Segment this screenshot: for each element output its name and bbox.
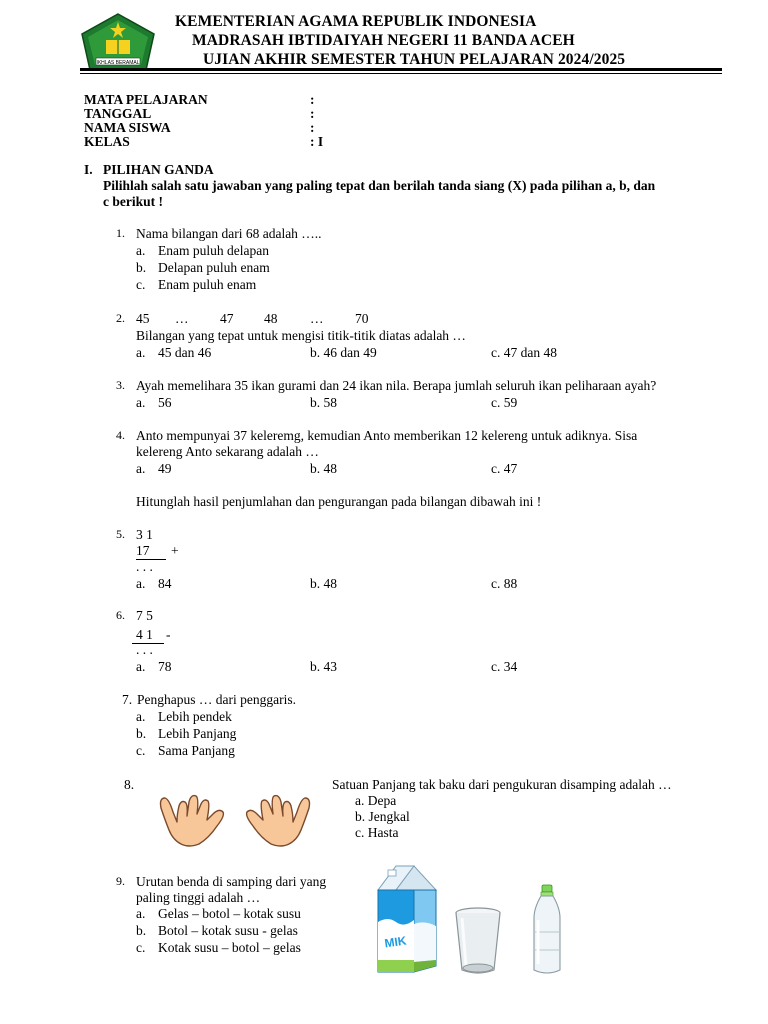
q7-option-c: Sama Panjang <box>158 743 235 758</box>
q7-letter-a: a. <box>136 709 146 724</box>
header-line-3: UJIAN AKHIR SEMESTER TAHUN PELAJARAN 2024/2025 <box>203 51 626 68</box>
q1-option-a: Enam puluh delapan <box>158 243 269 258</box>
q6-letter-a: a. <box>136 659 146 674</box>
identity-label-subject: MATA PELAJARAN <box>84 92 208 107</box>
q5-operator: + <box>171 543 179 558</box>
q2-seq-5: … <box>310 311 324 326</box>
q2-seq-1: 45 <box>136 311 150 326</box>
identity-label-date: TANGGAL <box>84 106 152 121</box>
q6-option-a: 78 <box>158 659 172 674</box>
section-number: I. <box>84 162 93 177</box>
q3-option-b: b. 58 <box>310 395 337 410</box>
glass-image <box>452 906 504 976</box>
q6-number: 6. <box>116 608 125 622</box>
q4-text-2: kelereng Anto sekarang adalah … <box>136 444 319 459</box>
q8-option-a: a. Depa <box>355 793 397 808</box>
ministry-logo <box>78 12 158 76</box>
q5-option-b: b. 48 <box>310 576 337 591</box>
q4-option-a: 49 <box>158 461 172 476</box>
q8-option-b: b. Jengkal <box>355 809 410 824</box>
q4-option-c: c. 47 <box>491 461 518 476</box>
section-instruction-1: Pilihlah salah satu jawaban yang paling tepat dan berilah tanda siang (X) pada pilihan a, b, dan <box>103 178 656 193</box>
q3-option-a: 56 <box>158 395 172 410</box>
q2-seq-2: … <box>175 311 189 326</box>
q4-option-b: b. 48 <box>310 461 337 476</box>
q7-letter-c: c. <box>136 743 146 758</box>
q8-number: 8. <box>124 777 135 792</box>
q9-letter-a: a. <box>136 906 146 921</box>
q6-bottom-number: 4 1 <box>132 627 164 644</box>
q5-number: 5. <box>116 527 125 541</box>
q4-letter-a: a. <box>136 461 146 476</box>
q7-option-b: Lebih Panjang <box>158 726 237 741</box>
identity-value-date: : <box>310 106 315 121</box>
q2-option-a: 45 dan 46 <box>158 345 212 360</box>
q1-option-c: Enam puluh enam <box>158 277 257 292</box>
identity-label-class: KELAS <box>84 134 130 149</box>
q2-letter-a: a. <box>136 345 146 360</box>
q3-option-c: c. 59 <box>491 395 518 410</box>
q9-option-c: Kotak susu – botol – gelas <box>158 940 301 955</box>
identity-value-class: : I <box>310 134 324 149</box>
q6-option-b: b. 43 <box>310 659 337 674</box>
q6-top-number: 7 5 <box>136 608 153 623</box>
q9-number: 9. <box>116 874 125 888</box>
q1-letter-a: a. <box>136 243 146 258</box>
logo-text: IKHLAS BERAMAL <box>96 60 140 66</box>
q8-text: Satuan Panjang tak baku dari pengukuran disamping adalah … <box>332 777 672 792</box>
q2-number: 2. <box>116 311 125 325</box>
q6-operator: - <box>166 627 171 642</box>
section-instruction-2: c berikut ! <box>103 194 163 209</box>
q3-text: Ayah memelihara 35 ikan gurami dan 24 ikan nila. Berapa jumlah seluruh ikan peliharaan ayah? <box>136 378 657 393</box>
header-rule-thin <box>80 73 722 74</box>
q1-number: 1. <box>116 226 125 240</box>
header-rule-thick <box>80 68 722 71</box>
q2-seq-4: 48 <box>264 311 278 326</box>
q9-option-b: Botol – kotak susu - gelas <box>158 923 298 938</box>
q9-text-2: paling tinggi adalah … <box>136 890 261 905</box>
q9-letter-c: c. <box>136 940 146 955</box>
q2-seq-6: 70 <box>355 311 369 326</box>
q4-number: 4. <box>116 428 125 442</box>
calc-instruction: Hitunglah hasil penjumlahan dan pengurangan pada bilangan dibawah ini ! <box>136 494 542 509</box>
q5-bottom-number: 17 <box>136 543 166 560</box>
q6-result: . . . <box>136 642 153 657</box>
q5-top-number: 3 1 <box>136 527 153 542</box>
q3-letter-a: a. <box>136 395 146 410</box>
q3-number: 3. <box>116 378 125 392</box>
q1-letter-b: b. <box>136 260 147 275</box>
q9-letter-b: b. <box>136 923 147 938</box>
identity-value-subject: : <box>310 92 315 107</box>
q9-option-a: Gelas – botol – kotak susu <box>158 906 301 921</box>
header-line-2: MADRASAH IBTIDAIYAH NEGERI 11 BANDA ACEH <box>192 32 575 49</box>
q1-text: Nama bilangan dari 68 adalah ….. <box>136 226 322 241</box>
milk-carton-label: MIK <box>383 933 408 951</box>
hands-span-image <box>155 786 315 854</box>
q2-option-b: b. 46 dan 49 <box>310 345 377 360</box>
milk-carton-image <box>374 862 440 974</box>
q5-result: . . . <box>136 559 153 574</box>
q7-number: 7. <box>122 692 133 707</box>
q2-text: Bilangan yang tepat untuk mengisi titik-titik diatas adalah … <box>136 328 466 343</box>
q2-option-c: c. 47 dan 48 <box>491 345 557 360</box>
q5-option-c: c. 88 <box>491 576 518 591</box>
water-bottle-image <box>528 884 566 976</box>
q4-text-1: Anto mempunyai 37 keleremg, kemudian Anto memberikan 12 kelereng untuk adiknya. Sisa <box>136 428 638 443</box>
identity-value-name: : <box>310 120 315 135</box>
q5-letter-a: a. <box>136 576 146 591</box>
q9-text-1: Urutan benda di samping dari yang <box>136 874 327 889</box>
section-title: PILIHAN GANDA <box>103 162 214 177</box>
q7-letter-b: b. <box>136 726 147 741</box>
header-line-1: KEMENTERIAN AGAMA REPUBLIK INDONESIA <box>175 13 537 30</box>
q7-option-a: Lebih pendek <box>158 709 232 724</box>
q2-seq-3: 47 <box>220 311 234 326</box>
q5-option-a: 84 <box>158 576 172 591</box>
q6-option-c: c. 34 <box>491 659 518 674</box>
q1-letter-c: c. <box>136 277 146 292</box>
identity-label-name: NAMA SISWA <box>84 120 171 135</box>
q8-option-c: c. Hasta <box>355 825 399 840</box>
q7-text: Penghapus … dari penggaris. <box>137 692 296 707</box>
q1-option-b: Delapan puluh enam <box>158 260 270 275</box>
